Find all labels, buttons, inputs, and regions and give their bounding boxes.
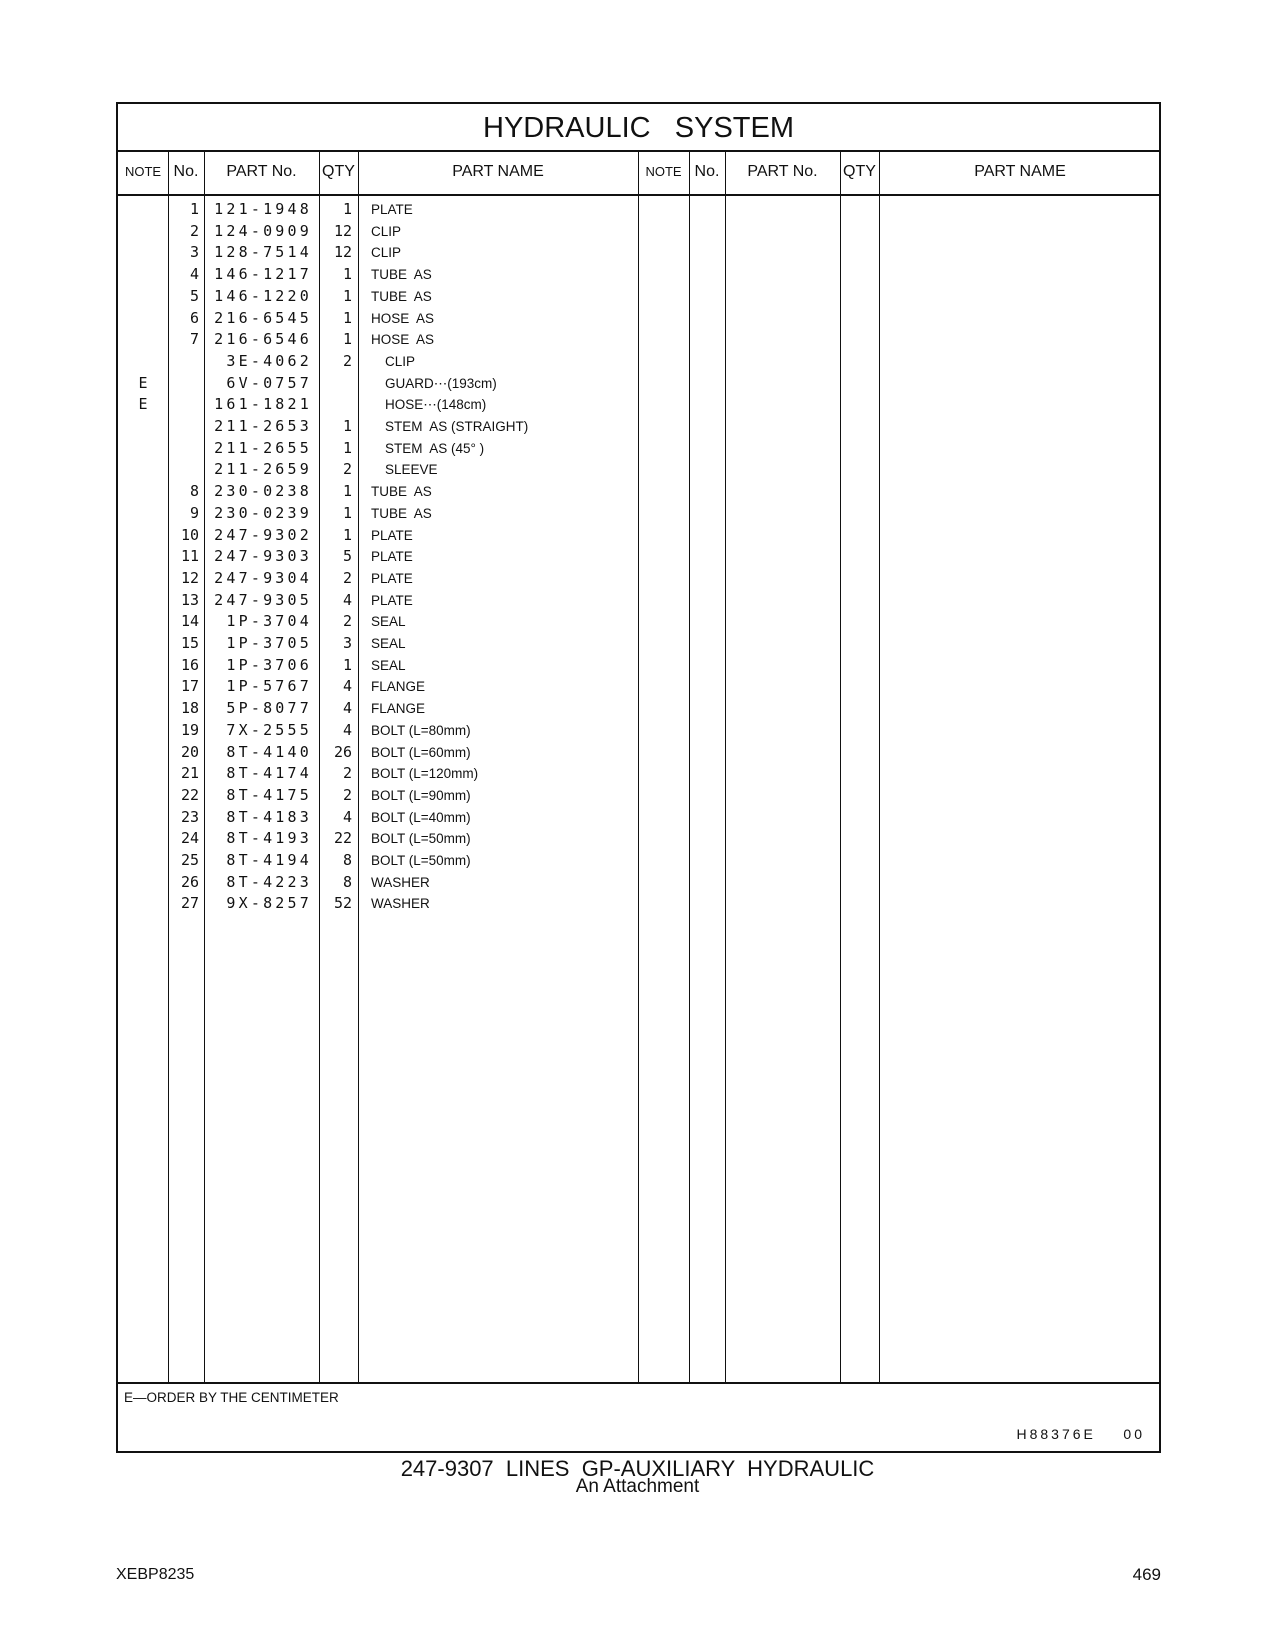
item-number: 12 [180,568,199,587]
document-id: XEBP8235 [116,1566,195,1583]
header-note-right: NOTE [645,164,682,179]
part-number: 1P-5767 [226,677,312,696]
part-number: 128-7514 [214,243,312,262]
table-row [118,655,1159,677]
item-number: 23 [180,807,199,826]
table-row [118,264,1159,286]
table-row [118,850,1159,872]
item-number: 4 [189,265,199,284]
item-number: 9 [189,503,199,522]
item-number: 25 [180,851,199,869]
part-number: 161-1821 [214,395,312,414]
item-number: 3 [189,243,199,262]
part-number: 247-9302 [214,525,312,544]
part-number: 1P-3704 [226,612,312,631]
note-cell [118,785,168,807]
part-name: CLIP [385,353,416,369]
table-row [118,546,1159,568]
part-number: 247-9304 [214,568,312,587]
quantity: 1 [342,265,352,284]
table-row [118,503,1159,525]
part-number: 124-0909 [214,221,312,240]
note-cell [118,308,168,330]
note-cell: E [138,395,148,414]
note-cell [118,698,168,720]
quantity: 2 [342,351,352,370]
note-cell [118,221,168,243]
table-row [118,286,1159,308]
part-number: 8T-4174 [226,764,312,783]
note-cell [118,329,168,351]
table-row [118,394,1159,416]
item-number: 6 [189,308,199,327]
part-name: TUBE AS [371,267,432,283]
note-cell [118,481,168,503]
note-cell [118,546,168,568]
part-name: CLIP [371,245,402,261]
note-cell [118,286,168,308]
table-row [118,568,1159,590]
item-number: 22 [180,785,199,804]
part-name: HOSE⋯(148cm) [385,397,487,413]
part-name: BOLT (L=90mm) [371,787,471,803]
quantity: 1 [342,482,352,501]
table-row [118,763,1159,785]
note-cell [118,807,168,829]
table-row [118,308,1159,330]
part-number: 1P-3705 [226,634,312,652]
note-cell [118,611,168,633]
item-number: 20 [180,742,199,761]
table-row [118,742,1159,764]
quantity: 12 [333,243,352,262]
quantity: 8 [342,872,352,891]
part-name: BOLT (L=50mm) [371,831,471,847]
part-number: 230-0238 [214,482,312,501]
quantity: 8 [342,851,352,869]
note-cell [118,199,168,221]
quantity: 4 [342,699,352,718]
quantity: 1 [342,503,352,522]
note-cell: E [138,373,148,392]
part-number: 216-6546 [214,330,312,349]
item-number: 7 [189,330,199,349]
note-cell [118,459,168,481]
item-number: 21 [180,764,199,783]
part-name: TUBE AS [371,288,432,304]
part-name: BOLT (L=120mm) [371,766,479,782]
part-number: 8T-4223 [226,872,312,891]
note-cell [118,525,168,547]
part-number: 247-9305 [214,590,312,609]
part-name: PLATE [371,549,413,565]
note-cell [118,568,168,590]
parts-table-frame [116,102,1161,1453]
item-number: 15 [180,634,199,652]
part-number: 3E-4062 [226,351,312,370]
quantity: 1 [342,200,352,218]
item-number: 1 [189,200,199,218]
note-cell [118,872,168,894]
quantity: 1 [342,438,352,457]
part-number: 211-2659 [214,460,312,479]
quantity: 4 [342,677,352,696]
part-name: TUBE AS [371,505,432,521]
quantity: 3 [342,634,352,652]
part-number: 7X-2555 [226,720,312,739]
footnote: E—ORDER BY THE CENTIMETER [124,1390,339,1405]
table-footer [118,1382,1159,1453]
table-row [118,481,1159,503]
part-number: 8T-4140 [226,742,312,761]
item-number [168,438,199,460]
item-number [168,394,199,416]
item-number: 26 [180,872,199,891]
part-name: SEAL [371,636,406,651]
quantity: 1 [342,286,352,305]
header-part-name-right: PART NAME [974,163,1066,180]
table-row [118,221,1159,243]
quantity: 1 [342,330,352,349]
note-cell [118,850,168,872]
part-name: STEM AS (45° ) [385,440,485,456]
quantity: 26 [333,742,352,761]
item-number: 27 [180,894,199,913]
quantity: 1 [342,417,352,435]
quantity: 2 [342,568,352,587]
quantity: 4 [342,590,352,609]
part-number: 9X-8257 [226,894,312,913]
part-name: PLATE [371,202,413,217]
quantity: 1 [342,308,352,327]
table-row [118,438,1159,460]
part-name: SEAL [371,657,406,673]
part-number: 121-1948 [214,200,312,218]
part-name: BOLT (L=40mm) [371,809,471,825]
header-part-name-left: PART NAME [452,163,544,180]
part-name: GUARD⋯(193cm) [385,375,497,391]
header-qty-left: QTY [322,163,355,180]
item-number: 11 [180,547,199,566]
item-number [168,416,199,438]
table-row [118,416,1159,438]
table-row [118,329,1159,351]
note-cell [118,893,168,915]
note-cell [118,503,168,525]
part-number: 8T-4175 [226,785,312,804]
header-qty-right: QTY [843,163,876,180]
part-name: WASHER [371,896,430,912]
item-number: 13 [180,590,199,609]
item-number: 2 [189,221,199,240]
part-name: WASHER [371,874,430,890]
header-no-right: No. [694,163,720,180]
part-number: 211-2653 [214,417,312,435]
quantity: 1 [342,525,352,544]
part-number: 211-2655 [214,438,312,457]
table-row [118,351,1159,373]
note-cell [118,742,168,764]
quantity: 2 [342,764,352,783]
quantity: 22 [333,829,352,848]
part-number: 6V-0757 [226,373,312,392]
item-number: 17 [180,677,199,696]
table-row [118,828,1159,850]
group-title: 247-9307 LINES GP-AUXILIARY HYDRAULIC [400,1456,875,1481]
quantity: 2 [342,460,352,479]
item-number: 14 [180,612,199,631]
part-name: PLATE [371,570,413,586]
quantity: 4 [342,807,352,826]
quantity: 2 [342,612,352,631]
part-name: BOLT (L=50mm) [371,853,471,868]
part-name: SLEEVE [385,462,438,478]
quantity: 5 [342,547,352,566]
part-name: PLATE [371,592,413,608]
section-title: HYDRAULIC SYSTEM [118,104,1159,152]
table-row [118,893,1159,915]
part-name: BOLT (L=80mm) [371,722,471,738]
header-part-no-right: PART No. [747,163,818,180]
header-no-left: No. [173,163,199,180]
quantity: 12 [333,221,352,240]
item-number [168,351,199,373]
table-row [118,807,1159,829]
table-row [118,676,1159,698]
quantity: 1 [342,655,352,674]
note-cell [118,763,168,785]
part-name: STEM AS (STRAIGHT) [385,419,529,434]
header-note-left: NOTE [124,164,162,179]
item-number: 19 [180,720,199,739]
item-number: 24 [180,829,199,848]
part-number: 230-0239 [214,503,312,522]
header-part-no-left: PART No. [226,163,297,180]
note-cell [118,416,168,438]
note-cell [118,438,168,460]
note-cell [118,676,168,698]
table-row [118,525,1159,547]
part-name: HOSE AS [371,332,435,348]
quantity: 4 [342,720,352,739]
page-number: 469 [1132,1565,1161,1584]
note-cell [118,720,168,742]
note-cell [118,655,168,677]
table-row [118,590,1159,612]
part-number: 8T-4183 [226,807,312,826]
table-row [118,785,1159,807]
part-name: BOLT (L=60mm) [371,744,471,760]
note-cell [118,351,168,373]
item-number [168,459,199,481]
part-name: SEAL [371,614,406,630]
note-cell [118,633,168,655]
table-row [118,872,1159,894]
part-name: HOSE AS [371,310,435,326]
part-number: 146-1217 [214,265,312,284]
part-name: PLATE [371,527,413,543]
table-row [118,720,1159,742]
item-number: 5 [189,286,199,305]
part-number: 1P-3706 [226,655,312,674]
table-row [118,199,1159,221]
part-number: 247-9303 [214,547,312,566]
part-name: FLANGE [371,701,426,717]
part-name: FLANGE [371,679,426,695]
quantity: 2 [342,785,352,804]
note-cell [118,590,168,612]
part-number: 5P-8077 [226,699,312,718]
part-number: 146-1220 [214,286,312,305]
part-name: CLIP [371,223,402,239]
table-row [118,373,1159,395]
table-row [118,459,1159,481]
table-row [118,698,1159,720]
note-cell [118,242,168,264]
table-row [118,242,1159,264]
item-number [168,373,199,395]
quantity [314,394,352,416]
item-number: 10 [180,525,199,544]
note-cell [118,264,168,286]
part-number: 216-6545 [214,308,312,327]
table-row [118,633,1159,655]
quantity [314,373,352,395]
item-number: 8 [189,482,199,501]
part-number: 8T-4194 [226,851,312,869]
illustration-code: H88376E 00 [1016,1426,1145,1442]
item-number: 16 [180,655,199,674]
table-row [118,611,1159,633]
part-name: TUBE AS [371,484,432,500]
item-number: 18 [180,699,199,718]
note-cell [118,828,168,850]
group-subtitle: An Attachment [575,1476,700,1497]
quantity: 52 [333,894,352,913]
part-number: 8T-4193 [226,829,312,848]
